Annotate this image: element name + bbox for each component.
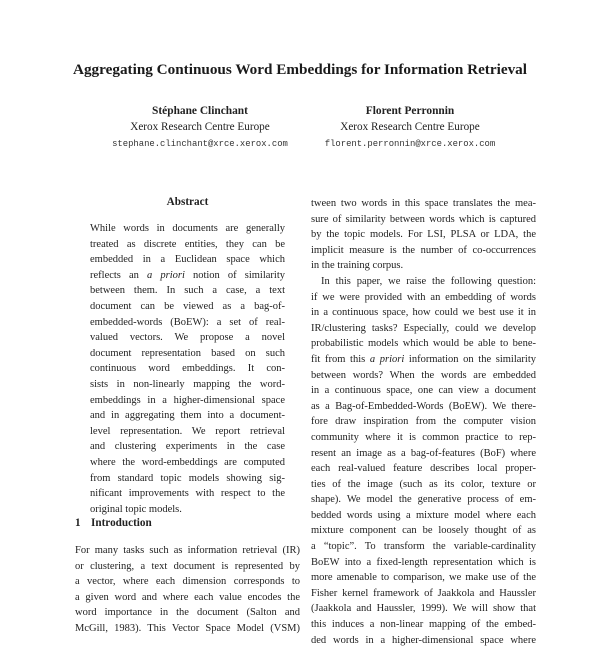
intro-line: For many tasks such as information retrieval (IR) [75, 545, 300, 556]
right-line: fore draw inspiration from the computer vision [311, 416, 536, 428]
right-line: Fisher kernel framework of Jaakkola and Haussler [311, 587, 536, 599]
intro-line: a vector, where each dimension corresponds to [75, 576, 300, 588]
abstract-line: document representation based on such [90, 347, 285, 359]
abstract-line: embedded-words (BoEW): a set of real- [90, 316, 285, 328]
right-line: implicit measure is the number of co-occurrences [311, 244, 536, 256]
right-line: more amenable to comparison, we make use of the [311, 572, 536, 584]
intro-line: word importance in the document (Salton and [75, 607, 300, 619]
right-line: sure of similarity between words which is captured [311, 213, 536, 225]
author-name: Florent Perronnin [365, 105, 455, 117]
right-line: each real-valued feature describes local proper- [311, 463, 536, 475]
right-line: in a continuous space, how could we best use it in [311, 307, 536, 319]
right-line: In this paper, we raise the following question: [321, 275, 536, 287]
right-line: in the training corpus. [311, 260, 404, 272]
abstract-line: valued vectors. We propose a novel [90, 332, 285, 344]
abstract-line: nificant improvements with respect to the [90, 488, 285, 500]
abstract-line: reflects an a priori notion of similarity [90, 269, 285, 281]
author-block-2 [295, 103, 525, 153]
abstract-line: original topic models. [90, 503, 182, 515]
section-title: Introduction [91, 517, 152, 529]
abstract-body [90, 221, 285, 517]
abstract-line: from standard topic models showing sig- [90, 472, 285, 484]
abstract-line: and in aggregating them into a document- [90, 410, 285, 422]
right-line: (Jaakkola and Haussler, 1999). We will show that [311, 603, 536, 615]
right-line: tween two words in this space translates the mea- [311, 198, 536, 209]
right-line: in a continuous space, one can view a document [311, 385, 536, 397]
author-affiliation: Xerox Research Centre Europe [130, 121, 270, 133]
right-line: fit from this a priori information on the similarity [311, 353, 536, 365]
right-line: mixture component can be loosely thought of as [311, 525, 536, 537]
right-line: resent an image as a bag-of-features (BoF) where [311, 447, 536, 459]
right-line: between words? When the words are embedded [311, 369, 536, 381]
right-line: by the topic models. For LSI, PLSA or LDA, the [311, 229, 536, 241]
abstract-line: and clustering experiments in the case [90, 441, 285, 453]
abstract-heading: Abstract [166, 196, 209, 208]
author-block-1 [85, 103, 315, 153]
abstract-line: where the word-embeddings are computed [90, 456, 285, 468]
right-line: this induces a non-linear mapping of the embed- [311, 619, 536, 631]
section-heading [75, 517, 152, 529]
intro-body [75, 543, 300, 637]
abstract-line: embeddings in a higher-dimensional space [90, 394, 285, 406]
right-column-body [311, 196, 536, 648]
right-line: a “topic”. To transform the variable-cardinality [311, 541, 536, 553]
right-line: community where it is common practice to rep- [311, 431, 536, 443]
right-line: as a Bag-of-Embedded-Words (BoEW). We there- [311, 400, 536, 412]
abstract-line: treated as discrete entities, they can be [90, 238, 285, 250]
abstract-line: continuous word embeddings. It con- [90, 363, 285, 375]
right-line: shape). We model the generative process of em- [311, 494, 536, 506]
section-number: 1 [75, 517, 81, 529]
intro-line: a given word and where each value encodes the [75, 591, 300, 603]
author-email: stephane.clinchant@xrce.xerox.com [112, 139, 288, 149]
intro-line: or clustering, a text document is represented by [75, 560, 300, 572]
right-line: BoEW into a fixed-length representation which is [311, 556, 536, 568]
abstract-line: While words in documents are generally [90, 223, 285, 234]
abstract-line: sists in non-linearly mapping the word- [90, 378, 285, 390]
right-line: ties of the image (such as its color, texture or [311, 478, 536, 490]
author-email: florent.perronnin@xrce.xerox.com [324, 139, 496, 149]
paper-title: Aggregating Continuous Word Embeddings for Information Retrieval [73, 61, 527, 78]
abstract-line: embedded in a Euclidean space which [90, 254, 285, 266]
abstract-line: level representation. We report retrieval [90, 425, 285, 437]
author-affiliation: Xerox Research Centre Europe [340, 121, 480, 133]
right-line: ded words in a higher-dimensional space where [311, 634, 536, 646]
right-line: if we were provided with an embedding of words [311, 291, 536, 303]
intro-line: McGill, 1983). This Vector Space Model (VSM) [75, 622, 300, 634]
right-line: probabilistic models which would be able to bene- [311, 338, 536, 350]
abstract-line: between them. In such a case, a text [90, 285, 285, 297]
author-name: Stéphane Clinchant [152, 105, 248, 117]
right-line: IR/clustering tasks? Especially, could we develop [311, 322, 536, 334]
abstract-line: document can be viewed as a bag-of- [90, 300, 285, 312]
right-line: bedded words using a mixture model where each [311, 509, 536, 521]
